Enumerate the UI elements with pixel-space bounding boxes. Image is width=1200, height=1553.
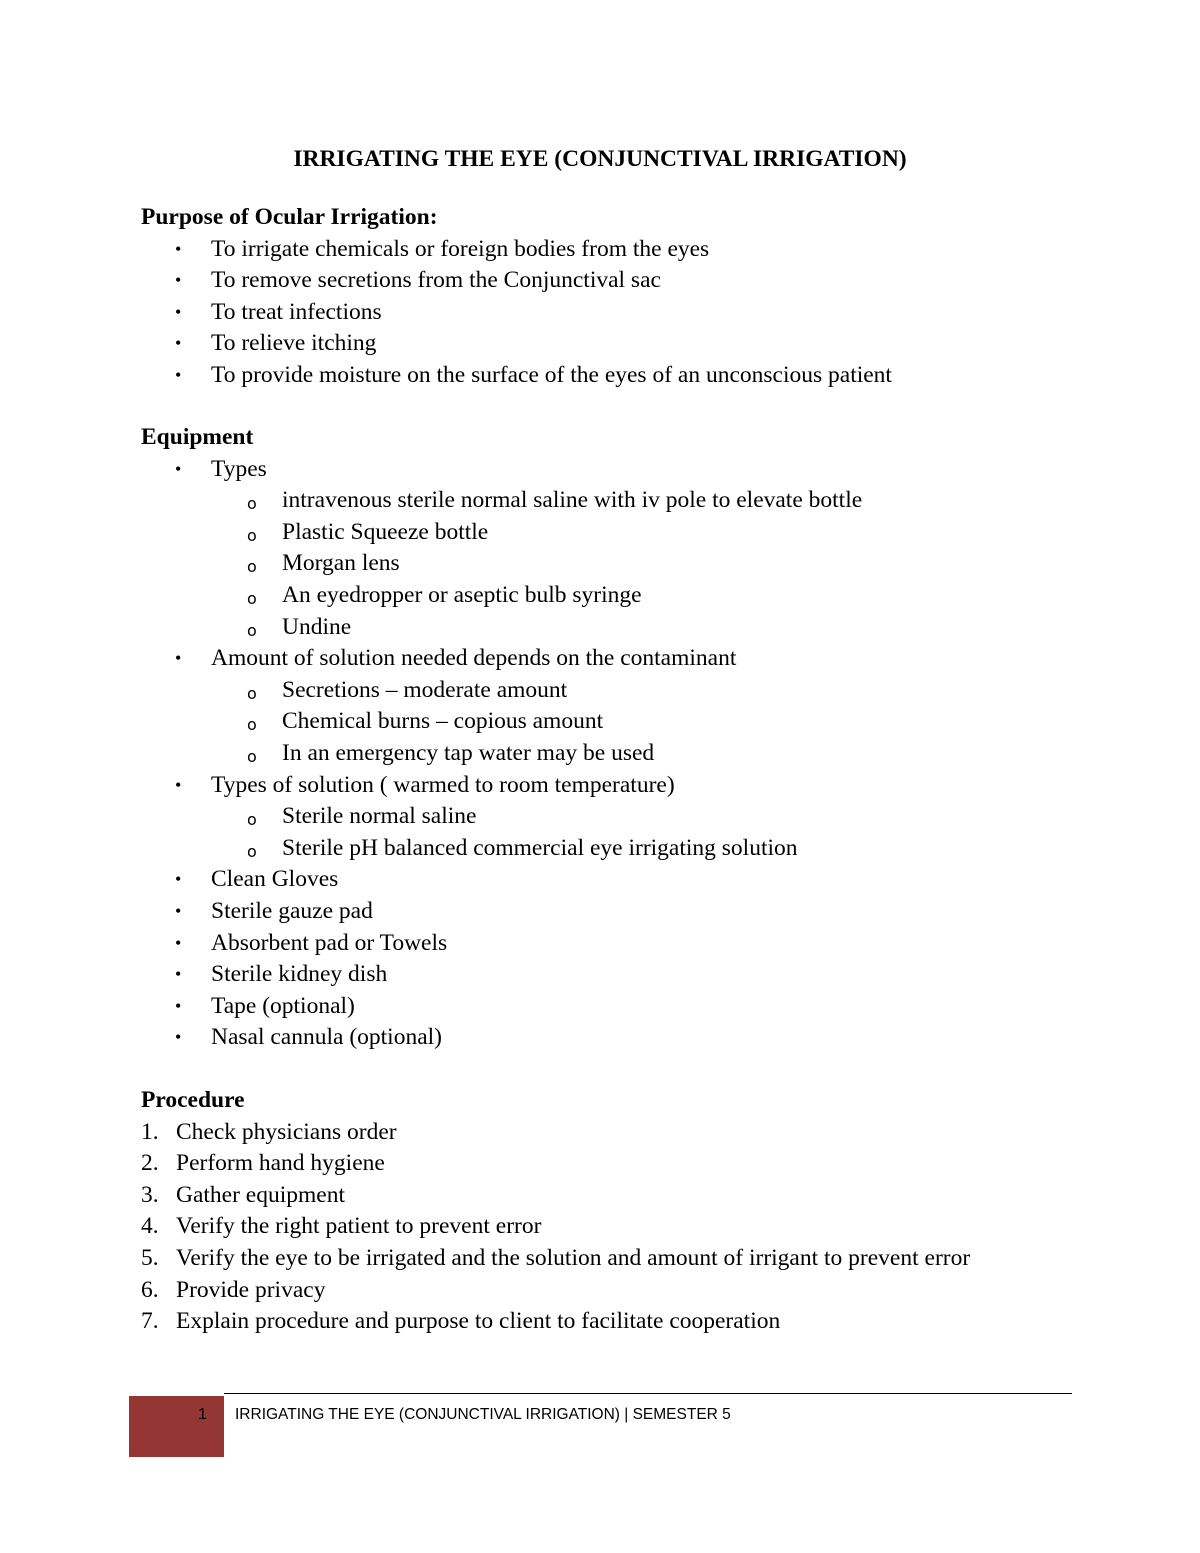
list-item: • Sterile kidney dish	[141, 959, 1101, 991]
procedure-step: 2. Perform hand hygiene	[141, 1150, 385, 1177]
equipment-list	[141, 454, 1101, 1054]
bullet-icon: •	[175, 900, 182, 921]
sub-list-item: o intravenous sterile normal saline with iv pole to elevate bottle	[141, 485, 1101, 517]
procedure-step: 4. Verify the right patient to prevent error	[141, 1213, 542, 1240]
bullet-icon: •	[175, 1027, 182, 1048]
list-item: • Nasal cannula (optional)	[141, 1022, 1101, 1054]
list-item: • To treat infections	[141, 297, 1101, 329]
sub-list-item: o Undine	[141, 612, 1101, 644]
footer-accent-box	[129, 1396, 224, 1457]
list-item: • To provide moisture on the surface of the eyes of an unconscious patient	[141, 360, 1101, 392]
purpose-list	[141, 234, 1101, 392]
circle-bullet-icon: o	[247, 746, 257, 766]
purpose-heading: Purpose of Ocular Irrigation:	[141, 204, 438, 230]
circle-bullet-icon: o	[247, 620, 257, 640]
bullet-icon: •	[175, 333, 182, 354]
circle-bullet-icon: o	[247, 494, 257, 514]
circle-bullet-icon: o	[247, 525, 257, 545]
list-item: • Types	[141, 454, 1101, 486]
circle-bullet-icon: o	[247, 810, 257, 830]
procedure-step: 7. Explain procedure and purpose to client to facilitate cooperation	[141, 1308, 781, 1335]
circle-bullet-icon: o	[247, 588, 257, 608]
list-item: • Types of solution ( warmed to room temperature)	[141, 770, 1101, 802]
sub-list-item: o Morgan lens	[141, 548, 1101, 580]
purpose-section	[141, 202, 1101, 392]
sub-list-item: o Chemical burns – copious amount	[141, 706, 1101, 738]
list-item: • Amount of solution needed depends on the contaminant	[141, 643, 1101, 675]
procedure-steps	[141, 1117, 1061, 1338]
bullet-icon: •	[175, 364, 182, 385]
bullet-icon: •	[175, 648, 182, 669]
procedure-step: 6. Provide privacy	[141, 1276, 326, 1303]
footer-divider	[224, 1393, 1072, 1394]
sub-list-item: o Plastic Squeeze bottle	[141, 517, 1101, 549]
document-title: IRRIGATING THE EYE (CONJUNCTIVAL IRRIGATION)	[293, 146, 907, 172]
circle-bullet-icon: o	[247, 841, 257, 861]
page-number: 1	[198, 1406, 207, 1423]
procedure-section	[141, 1085, 1061, 1338]
bullet-icon: •	[175, 774, 182, 795]
bullet-icon: •	[175, 869, 182, 890]
bullet-icon: •	[175, 301, 182, 322]
procedure-step: 5. Verify the eye to be irrigated and the solution and amount of irrigant to prevent error	[141, 1244, 971, 1271]
sub-list-item: o An eyedropper or aseptic bulb syringe	[141, 580, 1101, 612]
circle-bullet-icon: o	[247, 715, 257, 735]
list-item: • To irrigate chemicals or foreign bodies from the eyes	[141, 234, 1101, 266]
sub-list-item: o Sterile pH balanced commercial eye irrigating solution	[141, 833, 1101, 865]
list-item: • To relieve itching	[141, 328, 1101, 360]
bullet-icon: •	[175, 964, 182, 985]
sub-list-item: o Secretions – moderate amount	[141, 675, 1101, 707]
sub-list-item: o Sterile normal saline	[141, 801, 1101, 833]
procedure-step: 3. Gather equipment	[141, 1181, 346, 1208]
circle-bullet-icon: o	[247, 557, 257, 577]
bullet-icon: •	[175, 458, 182, 479]
procedure-step: 1. Check physicians order	[141, 1118, 397, 1145]
circle-bullet-icon: o	[247, 683, 257, 703]
footer-text: IRRIGATING THE EYE (CONJUNCTIVAL IRRIGATION) | SEMESTER 5	[235, 1406, 731, 1423]
list-item: • Clean Gloves	[141, 864, 1101, 896]
bullet-icon: •	[175, 932, 182, 953]
bullet-icon: •	[175, 238, 182, 259]
list-item: • Absorbent pad or Towels	[141, 928, 1101, 960]
equipment-section	[141, 422, 1101, 1054]
list-item: • To remove secretions from the Conjunctival sac	[141, 265, 1101, 297]
sub-list-item: o In an emergency tap water may be used	[141, 738, 1101, 770]
list-item: • Tape (optional)	[141, 991, 1101, 1023]
bullet-icon: •	[175, 995, 182, 1016]
procedure-heading: Procedure	[141, 1087, 245, 1113]
list-item: • Sterile gauze pad	[141, 896, 1101, 928]
equipment-heading: Equipment	[141, 424, 254, 450]
bullet-icon: •	[175, 270, 182, 291]
